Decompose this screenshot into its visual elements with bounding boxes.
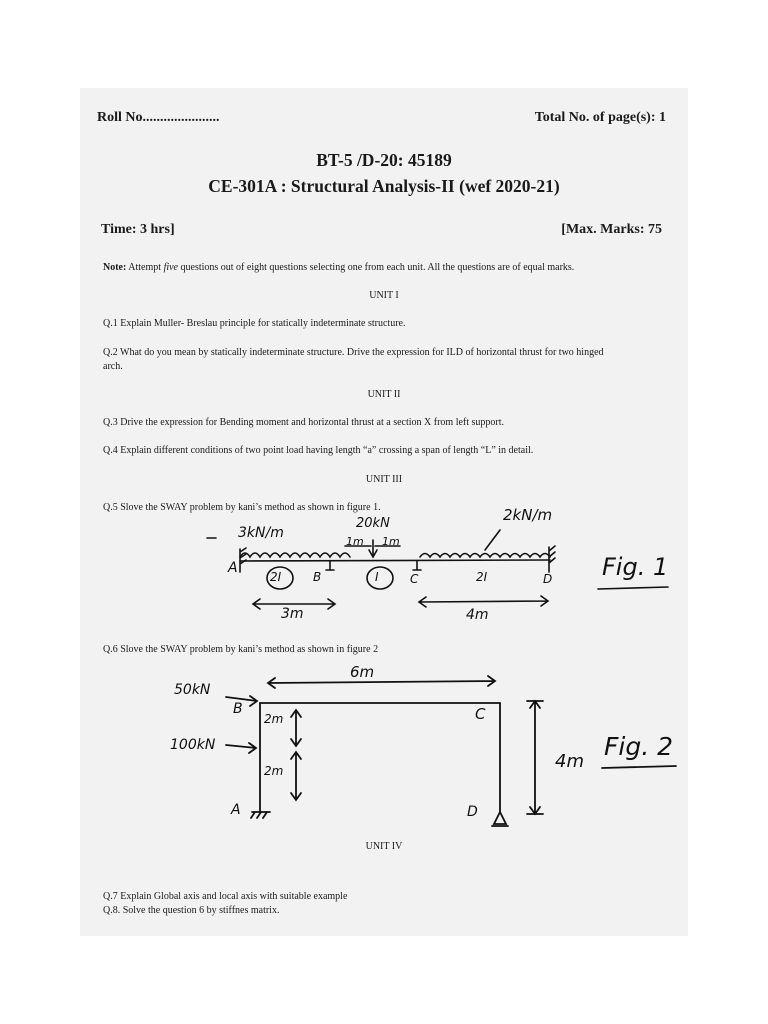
fig2-load-mid: 100kN: [170, 737, 216, 753]
note-pre: Attempt: [128, 262, 162, 273]
fig2-seg-lower: 2m: [264, 764, 284, 778]
question-2-line-2: arch.: [103, 361, 123, 372]
question-8: Q.8. Solve the question 6 by stiffnes matrix.: [103, 905, 280, 916]
note-post: questions out of eight questions selecting one from each unit. All the questions are of equal marks.: [180, 262, 575, 273]
fig1-node-b: B: [313, 570, 322, 584]
roll-no: Roll No......................: [97, 110, 220, 125]
fig2-load-top: 50kN: [174, 682, 211, 698]
unit-3-heading: UNIT III: [365, 474, 403, 485]
fig2-seg-upper: 2m: [264, 712, 284, 726]
total-pages: Total No. of page(s): 1: [534, 110, 666, 125]
fig1-node-d: D: [543, 572, 553, 586]
note: [103, 262, 574, 273]
question-3: Q.3 Drive the expression for Bending moment and horizontal thrust at a section X from left support.: [103, 417, 505, 428]
question-4: Q.4 Explain different conditions of two point load having length “a” crossing a span of length “L” in detail.: [103, 445, 534, 456]
fig2-top-span: 6m: [350, 663, 375, 681]
unit-4-heading: UNIT IV: [365, 841, 403, 852]
fig1-span-1: 3m: [281, 606, 304, 622]
fig1-moi-cd: 2I: [476, 570, 488, 584]
fig2-height: 4m: [555, 751, 584, 772]
fig1-span-2: 4m: [466, 607, 489, 623]
fig2-node-a: A: [231, 802, 241, 818]
question-2-line-1: Q.2 What do you mean by statically indeterminate structure. Drive the expression for ILD of horizontal thrust for two hinged: [103, 347, 604, 358]
fig1-point-load: 20kN: [356, 516, 390, 531]
note-emph: five: [163, 262, 178, 273]
time-allowed: Time: 3 hrs]: [101, 222, 175, 237]
question-6: Q.6 Slove the SWAY problem by kani’s method as shown in figure 2: [103, 644, 379, 655]
fig1-udl-right: 2kN/m: [503, 506, 553, 524]
unit-2-heading: UNIT II: [367, 389, 401, 400]
fig2-node-c: C: [475, 705, 486, 723]
question-7: Q.7 Explain Global axis and local axis with suitable example: [103, 891, 348, 902]
fig2-node-b: B: [233, 701, 243, 717]
paper-code: BT-5 /D-20: 45189: [316, 150, 452, 170]
fig1-dist-right: 1m: [382, 535, 400, 548]
max-marks: [Max. Marks: 75: [561, 222, 662, 237]
fig1-moi-ab: 2I: [270, 570, 282, 584]
fig1-node-a: A: [228, 560, 238, 576]
question-1: Q.1 Explain Muller- Breslau principle for statically indeterminate structure.: [103, 318, 406, 329]
question-5: Q.5 Slove the SWAY problem by kani’s method as shown in figure 1.: [103, 502, 381, 513]
fig1-moi-bc: I: [375, 570, 379, 584]
fig1-dist-left: 1m: [346, 535, 364, 548]
fig1-label: Fig. 1: [602, 553, 669, 581]
fig2-node-d: D: [467, 804, 478, 820]
fig2-label: Fig. 2: [604, 732, 673, 761]
unit-1-heading: UNIT I: [369, 290, 399, 301]
fig1-udl-left: 3kN/m: [238, 525, 284, 541]
fig1-node-c: C: [410, 572, 419, 586]
course-title: CE-301A : Structural Analysis-II (wef 2020-21): [208, 176, 560, 196]
note-label: Note:: [103, 262, 127, 273]
